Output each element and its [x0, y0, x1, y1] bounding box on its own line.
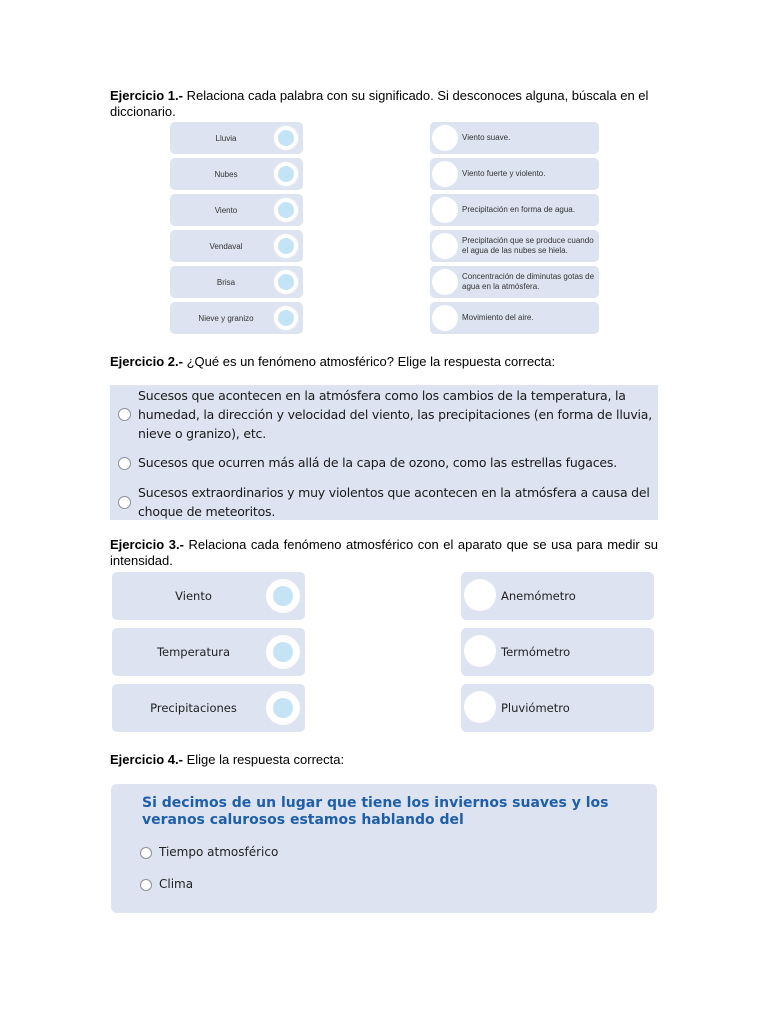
ex1-right-item[interactable]	[430, 302, 599, 334]
ex3-left-label: Temperatura	[156, 645, 231, 659]
ex1-left-label: Brisa	[216, 277, 236, 287]
exercise2-options-panel	[110, 385, 658, 520]
ex4-option-label[interactable]: Clima	[159, 877, 194, 891]
ex4-option-radio[interactable]	[140, 879, 152, 891]
ex3-right-connector[interactable]	[464, 579, 496, 611]
ex4-question-text: Si decimos de un lugar que tiene los inviernos suaves y los veranos calurosos estamos hablando del	[142, 795, 609, 828]
ex3-left-item[interactable]	[112, 628, 305, 676]
ex1-right-item[interactable]	[430, 158, 599, 190]
ex1-left-item[interactable]	[170, 194, 303, 226]
exercise3-title: Ejercicio 3.-	[110, 537, 184, 552]
ex1-left-label: Nieve y granizo	[198, 313, 254, 323]
ex4-option-label[interactable]: Tiempo atmosférico	[159, 845, 279, 859]
ex1-right-item[interactable]	[430, 266, 599, 298]
exercise2-heading	[110, 354, 658, 370]
ex3-left-connector[interactable]	[266, 691, 300, 725]
ex1-left-item[interactable]	[170, 122, 303, 154]
ex1-left-label: Nubes	[214, 169, 238, 179]
ex2-option-label[interactable]: Sucesos extraordinarios y muy violentos que acontecen en la atmósfera a causa del choque de meteoritos.	[138, 485, 650, 519]
ex3-left-label: Precipitaciones	[150, 701, 237, 715]
ex3-right-label: Termómetro	[501, 645, 571, 659]
ex3-right-item[interactable]	[461, 572, 654, 620]
ex1-right-connector[interactable]	[432, 233, 458, 259]
ex1-left-connector[interactable]	[273, 269, 299, 295]
ex3-right-item[interactable]	[461, 684, 654, 732]
ex3-right-connector[interactable]	[464, 691, 496, 723]
ex2-option-radio[interactable]	[118, 457, 131, 470]
ex1-left-connector[interactable]	[273, 197, 299, 223]
exercise4-heading	[110, 752, 658, 768]
ex1-right-label: Precipitación en forma de agua.	[462, 205, 575, 214]
ex4-option-radio[interactable]	[140, 847, 152, 859]
ex1-right-connector[interactable]	[432, 125, 458, 151]
ex1-left-label: Viento	[214, 205, 238, 215]
ex3-right-connector[interactable]	[464, 635, 496, 667]
ex1-right-item[interactable]	[430, 230, 599, 262]
ex1-right-label: Viento fuerte y violento.	[462, 169, 546, 178]
ex1-left-connector[interactable]	[273, 305, 299, 331]
ex1-left-connector[interactable]	[273, 161, 299, 187]
exercise1-title: Ejercicio 1.-	[110, 88, 183, 103]
ex2-option-label[interactable]: Sucesos que ocurren más allá de la capa de ozono, como las estrellas fugaces.	[138, 455, 617, 470]
ex1-right-item[interactable]	[430, 122, 599, 154]
ex1-left-item[interactable]	[170, 266, 303, 298]
ex1-right-connector[interactable]	[432, 161, 458, 187]
ex3-left-item[interactable]	[112, 684, 305, 732]
ex2-option-label[interactable]: Sucesos que acontecen en la atmósfera como los cambios de la temperatura, la humedad, la dirección y velocidad del viento, las precipitaciones (en forma de lluvia, nieve o granizo), etc.	[138, 388, 653, 441]
ex3-left-item[interactable]	[112, 572, 305, 620]
ex1-right-connector[interactable]	[432, 197, 458, 223]
exercise2-title: Ejercicio 2.-	[110, 354, 183, 369]
ex1-left-item[interactable]	[170, 158, 303, 190]
exercise1-instruction: Relaciona cada palabra con su significado. Si desconoces alguna, búscala en el diccionario.	[110, 88, 649, 119]
exercise4-question-panel	[111, 784, 657, 913]
ex1-right-label: Concentración de diminutas gotas de agua en la atmósfera.	[462, 272, 595, 291]
ex1-right-label: Viento suave.	[462, 133, 511, 142]
ex3-left-connector[interactable]	[266, 635, 300, 669]
exercise2-instruction: ¿Qué es un fenómeno atmosférico? Elige la respuesta correcta:	[182, 354, 556, 369]
exercise3-heading	[110, 537, 658, 569]
ex1-left-item[interactable]	[170, 302, 303, 334]
ex1-right-label: Movimiento del aire.	[462, 313, 534, 322]
ex3-right-label: Pluviómetro	[501, 701, 570, 715]
ex3-left-label: Viento	[175, 589, 212, 603]
ex1-right-label: Precipitación que se produce cuando el agua de las nubes se hiela.	[462, 236, 594, 255]
ex1-left-label: Vendaval	[209, 241, 243, 251]
exercise4-instruction: Elige la respuesta correcta:	[182, 752, 345, 767]
ex1-left-connector[interactable]	[273, 233, 299, 259]
exercise4-title: Ejercicio 4.-	[110, 752, 183, 767]
ex1-left-item[interactable]	[170, 230, 303, 262]
ex1-left-label: Lluvia	[215, 133, 237, 143]
ex1-right-connector[interactable]	[432, 269, 458, 295]
ex3-right-label: Anemómetro	[501, 589, 576, 603]
ex2-option-radio[interactable]	[118, 496, 131, 509]
exercise1-heading	[110, 88, 658, 120]
ex1-left-connector[interactable]	[273, 125, 299, 151]
ex1-right-item[interactable]	[430, 194, 599, 226]
ex3-right-item[interactable]	[461, 628, 654, 676]
ex2-option-radio[interactable]	[118, 408, 131, 421]
exercise3-instruction: Relaciona cada fenómeno atmosférico con el aparato que se usa para medir su intensidad.	[110, 537, 658, 568]
ex3-left-connector[interactable]	[266, 579, 300, 613]
ex1-right-connector[interactable]	[432, 305, 458, 331]
